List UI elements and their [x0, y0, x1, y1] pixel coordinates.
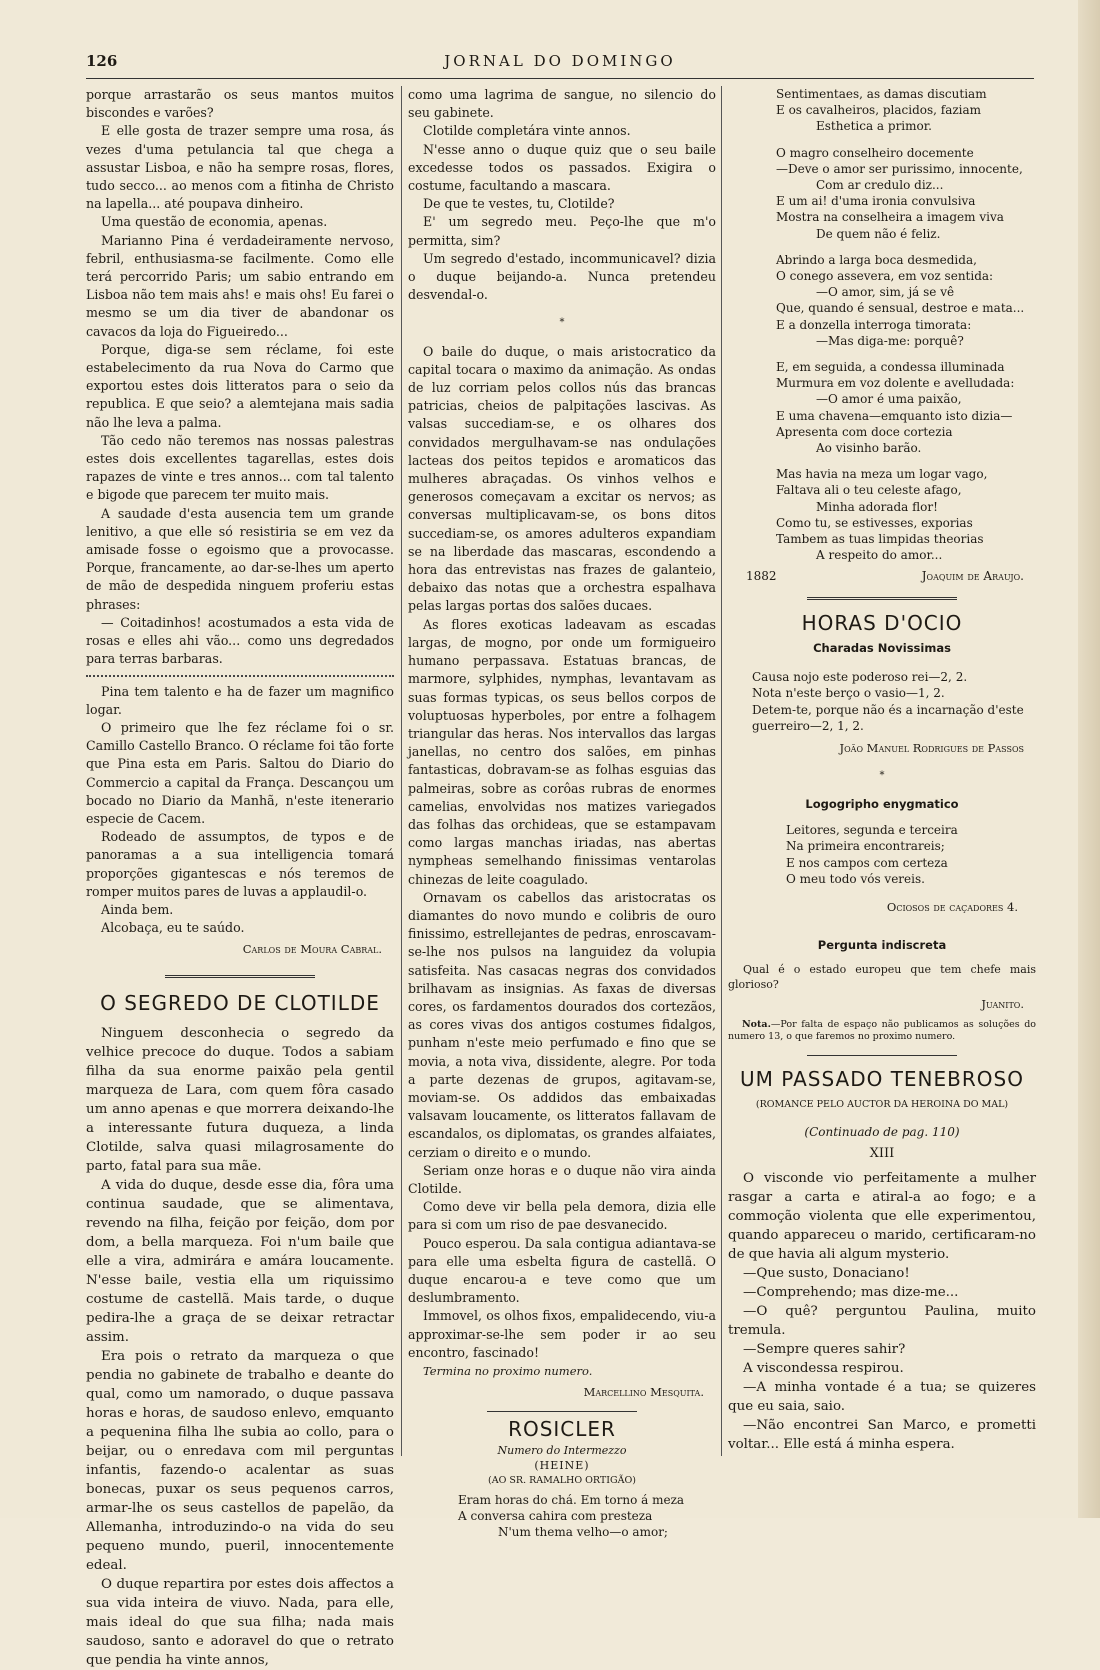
poem-line: E, em seguida, a condessa illuminada	[776, 360, 1005, 375]
paragraph: Pouco esperou. Da sala contigua adiantava-se para elle uma esbelta figura de castellã. O duque encarou-a e teve como que um deslumbramento.	[408, 1235, 716, 1306]
paragraph: N'esse anno o duque quiz que o seu baile excedesse todos os passados. Exigira o costume, facultando a mascara.	[408, 141, 716, 194]
paragraph: A saudade d'esta ausencia tem um grande lenitivo, a que elle só resistiria se em vez da amisade fosse o egoismo que a provocasse. Porque, francamente, ao dar-se-lhes um aperto de mão de despedida ninguem proferiu estas phrases:	[86, 505, 394, 612]
paragraph: Como deve vir bella pela demora, dizia elle para si com um riso de pae desvanecido.	[408, 1199, 716, 1233]
poem-line: Apresenta com doce cortezia	[776, 424, 953, 439]
asterisk-separator: *	[879, 770, 885, 782]
paragraph: Porque, diga-se sem réclame, foi este estabelecimento da rua Nova do Carmo que exportou estes dois litteratos para o seio da republica. E que seio? a alemtejana mais sadia não lhe leva a palma.	[86, 341, 394, 430]
charadas-title: Charadas Novissimas	[813, 640, 951, 655]
section-separator	[807, 597, 957, 600]
paragraph: Tão cedo não teremos nas nossas palestras estes dois excellentes tagarellas, estes dois rapazes de vinte e tres annos... com tal talento e bigode que parecem ter muito mais.	[86, 432, 394, 503]
poem-line: N'um thema velho—o amor;	[498, 1525, 668, 1540]
section-title: HORAS D'OCIO	[801, 611, 963, 636]
chronicle-paragraphs-a	[86, 86, 394, 669]
poem-line: Minha adorada flor!	[816, 499, 938, 514]
poem-line: O conego assevera, em voz sentida:	[776, 269, 994, 284]
note-text: —Por falta de espaço não publicamos as soluções do numero 13, o que faremos no proximo numero.	[728, 1019, 1036, 1043]
editorial-note	[728, 1019, 1036, 1043]
poem-line: —Mas diga-me: porquê?	[816, 333, 964, 348]
poem-stanza	[776, 466, 1036, 563]
paragraph: Rodeado de assumptos, de typos e de panoramas a a sua intelligencia tomará proporções gigantescas e nós teremos de romper muitos pares de luvas a applaudil-o.	[86, 829, 394, 899]
section-separator	[165, 975, 315, 978]
poem-line: A conversa cahira com presteza	[458, 1508, 653, 1523]
poem-line: —Deve o amor ser purissimo, innocente,	[776, 161, 1023, 176]
to-be-continued-note: Termina no proximo numero.	[423, 1364, 593, 1379]
chronicle-signature: Carlos de Moura Cabral.	[242, 942, 382, 957]
poem-line: Mostra na conselheira a imagem viva	[776, 210, 1004, 225]
poem-line: —O amor é uma paixão,	[816, 392, 962, 407]
pergunta-signature: Juanito.	[981, 996, 1024, 1011]
paragraph: O baile do duque, o mais aristocratico da capital tocara o maximo da animação. As ondas de luz corriam pelos collos nús das brancas patricias, cheios de palpitações lascivas. As valsas succediam-se, e os olhares dos convidados mergulhavam-se nas ondulações lacteas dos peitos tepidos e aromaticos das mulheres abraçadas. Os vinhos velhos e generosos começavam a excitar os nervos; as conversas multiplicavam-se, os bons ditos succediam-se, os amores adulteros expandiam se na liberdade das mascaras, escondendo a hora das entrevistas nas frazes de galanteio, debaixo das notas que a orchestra espalhava pelas largas portas dos salões ducaes.	[408, 343, 716, 614]
poem-line: —O amor, sim, já se vê	[816, 285, 955, 300]
poem-line: De quem não é feliz.	[816, 226, 941, 241]
paragraph: Pina tem talento e ha de fazer um magnifico logar.	[86, 683, 394, 717]
story-title: O SEGREDO DE CLOTILDE	[100, 990, 380, 1015]
poem-line: Esthetica a primor.	[816, 119, 932, 134]
verse-line: Na primeira encontrareis;	[786, 839, 945, 853]
section-separator	[807, 1055, 957, 1056]
logogripho-signature: Ociosos de caçadores 4.	[886, 899, 1018, 914]
paragraph: —Comprehendo; mas dize-me...	[743, 1284, 959, 1300]
pergunta-text: Qual é o estado europeu que tem chefe mais glorioso?	[728, 962, 1036, 991]
poem-author: (HEINE)	[534, 1458, 590, 1472]
poem-line: Ao visinho barão.	[816, 441, 922, 456]
asterisk-separator: *	[559, 317, 565, 329]
page-number: 126	[86, 52, 118, 70]
paragraph: Era pois o retrato da marqueza o que pendia no gabinete de trabalho e deante do qual, como um namorado, o duque passava horas e horas, de saudoso enlevo, emquanto a pequenina filha lhe subia ao collo, para o beijar, ou o enredava com mil perguntas infantis, fazendo-o acalentar as suas bonecas, puxar os seus pequenos carros, armar-lhe os seus castellos de papelão, da Allemanha, introduzindo-o na vida do seu pequeno mundo, pueril, innocentemente edeal.	[86, 1348, 394, 1573]
paragraph: Clotilde completára vinte annos.	[423, 123, 631, 139]
verse-line: E nos campos com certeza	[786, 855, 948, 870]
story-continuation-b	[408, 343, 716, 1362]
serial-title: UM PASSADO TENEBROSO	[740, 1067, 1024, 1092]
note-label: Nota.	[742, 1019, 771, 1031]
paragraph: E' um segredo meu. Peço-lhe que m'o permitta, sim?	[408, 214, 716, 248]
chronicle-paragraphs-b	[86, 683, 394, 938]
poem-line: E uma chavena—emquanto isto dizia—	[776, 408, 1013, 423]
poem-opening-stanza	[458, 1492, 716, 1541]
paragraph: como uma lagrima de sangue, no silencio do seu gabinete.	[408, 87, 716, 121]
story-continuation-a	[408, 86, 716, 304]
poem-line: Murmura em voz dolente e avelludada:	[776, 376, 1015, 391]
poem-dedication: (AO SR. RAMALHO ORTIGÃO)	[488, 1474, 636, 1486]
section-separator	[487, 1411, 637, 1412]
paragraph: Um segredo d'estado, incommunicavel? dizia o duque beijando-a. Nunca pretendeu desvendal-o.	[408, 250, 716, 303]
poem-line: Com ar credulo diz...	[816, 178, 944, 193]
serial-paragraphs	[728, 1169, 1036, 1454]
column-2	[408, 86, 716, 1540]
logogripho-title: Logogripho enygmatico	[805, 797, 959, 812]
verse-line: Leitores, segunda e terceira	[786, 822, 958, 837]
column-3	[728, 86, 1036, 1454]
poem-stanza	[776, 359, 1036, 456]
paragraph: —O quê? perguntou Paulina, muito tremula.	[728, 1303, 1036, 1338]
charadas-list	[752, 669, 1036, 735]
poem-line: E um ai! d'uma ironia convulsiva	[776, 194, 976, 209]
poem-line: E os cavalheiros, placidos, faziam	[776, 103, 982, 118]
poem-signature-row	[728, 567, 1036, 587]
paragraph: O duque repartira por estes dois affectos a sua vida inteira de viuvo. Nada, para elle, mais ideal do que sua filha; nada mais saudoso, santo e adoravel do que o retrato que pendia ha vinte annos,	[86, 1576, 394, 1668]
poem-signature: Joaquim de Araujo.	[921, 569, 1024, 584]
header-rule	[86, 78, 1034, 79]
story-paragraphs	[86, 1024, 394, 1670]
verse-line: O meu todo vós vereis.	[786, 872, 925, 886]
poem-line: O magro conselheiro docemente	[776, 145, 974, 160]
charadas-signature: João Manuel Rodrigues de Passos	[839, 740, 1024, 755]
paragraph: Alcobaça, eu te saúdo.	[101, 920, 245, 936]
poem-stanza	[776, 252, 1036, 349]
paragraph: O visconde vio perfeitamente a mulher rasgar a carta e atiral-a ao fogo; e a commoção violenta que elle experimentou, quando appareceu o marido, certificaram-no de que havia ali algum mysterio.	[728, 1170, 1036, 1262]
column-divider-2	[721, 86, 722, 1456]
paragraph: E elle gosta de trazer sempre uma rosa, ás vezes d'uma petulancia tal que chega a assustar Lisboa, e não ha sempre rosas, flores, tudo secco... ao menos com a fitinha de Christo na lapella... até poupava dinheiro.	[86, 123, 394, 212]
charade-item: Nota n'este berço o vasio—1, 2.	[752, 686, 945, 701]
paragraph: — Coitadinhos! acostumados a esta vida de rosas e elles ahi vão... como uns degredados para terras barbaras.	[86, 614, 394, 667]
paragraph: Marianno Pina é verdadeiramente nervoso, febril, enthusiasma-se facilmente. Como elle terá percorrido Paris; um sabio entrando em Lisboa não tem mais ahs! e mais ohs! Eu farei o mesmo se um dia tiver de abandonar os cavacos da loja do Figueiredo...	[86, 232, 394, 339]
dotted-separator	[86, 675, 394, 677]
paragraph: As flores exoticas ladeavam as escadas largas, de mogno, por onde um formigueiro humano perpassava. Estatuas brancas, de marmore, sylphides, nymphas, levantavam as suas formas typicas, os seus bellos corpos de voluptuosas hyperboles, por entre a folhagem triangular das heras. Nos intervallos das largas janellas, no centro dos salões, em pinhas fantasticas, dobravam-se as folhas esguias das palmeiras, sobre as corôas rubras de enormes camelias, envolvidas nos matizes variegados das folhas das orchideas, que se estampavam como largas manchas iriadas, nas abertas nympheas semelhando finissimas ventarolas chinezas de leite coagulado.	[408, 616, 716, 887]
poem-line: Que, quando é sensual, destroe e mata...	[776, 301, 1025, 316]
poem-continuation	[776, 86, 1036, 563]
poem-subtitle: Numero do Intermezzo	[497, 1443, 627, 1457]
paragraph: De que te vestes, tu, Clotilde?	[423, 196, 615, 212]
journal-title: JORNAL DO DOMINGO	[444, 52, 676, 70]
poem-title: ROSICLER	[508, 1417, 616, 1442]
column-divider-1	[401, 86, 402, 1456]
paragraph: Immovel, os olhos fixos, empalidecendo, viu-a approximar-se-lhe sem poder ir ao seu encontro, fascinado!	[408, 1308, 716, 1360]
poem-stanza	[776, 86, 1036, 135]
paragraph: Ainda bem.	[101, 901, 174, 917]
poem-line: Mas havia na meza um logar vago,	[776, 467, 988, 482]
paragraph: Ornavam os cabellos das aristocratas os diamantes do novo mundo e colibris de ouro finissimo, estrellejantes de pedras, enroscavam-se-lhe nos pulsos na languidez da volupia satisfeita. Nas casacas negras dos convidados brilhavam as insignias. As faxas de diversas cores, os fardamentos dourados dos cortezãos, as cores vivas dos antigos costumes fidalgos, punham n'este meio perfumado e fino que se movia, a nota viva, dissidente, alegre. Por toda a parte dezenas de grupos, agitavam-se, moviam-se. Os addidos das embaixadas valsavam loucamente, os litteratos fallavam de escandalos, os diplomatas, os grandes alfaiates, cerziam o direito e o mundo.	[408, 889, 716, 1160]
paragraph: —Que susto, Donaciano!	[743, 1265, 910, 1281]
page-binding-edge	[1078, 0, 1100, 1518]
paragraph: —Não encontrei San Marco, e prometti voltar... Elle está á minha espera.	[728, 1417, 1036, 1452]
pergunta-title: Pergunta indiscreta	[817, 937, 947, 952]
poem-stanza	[776, 145, 1036, 242]
chapter-number: XIII	[869, 1145, 895, 1161]
serial-continuation: (Continuado de pag. 110)	[804, 1124, 960, 1139]
poem-line: Sentimentaes, as damas discutiam	[776, 87, 987, 101]
paragraph: A viscondessa respirou.	[743, 1360, 904, 1376]
paragraph: —A minha vontade é a tua; se quizeres que eu saia, saio.	[728, 1379, 1036, 1414]
poem-line: Como tu, se estivesses, exporias	[776, 515, 973, 530]
poem-line: A respeito do amor...	[816, 548, 943, 563]
paragraph: A vida do duque, desde esse dia, fôra uma continua saudade, que se alimentava, revendo na filha, feição por feição, dom por dom, a bella marqueza. Foi n'um baile que elle a vira, admirára e amára loucamente. N'esse baile, vestia ella um riquissimo costume de castellã. Mais tarde, o duque pedira-lhe a graça de se deixar retractar assim.	[86, 1177, 394, 1345]
poem-line: Faltava ali o teu celeste afago,	[776, 483, 962, 498]
paragraph: Ninguem desconhecia o segredo da velhice precoce do duque. Todos a sabiam filha da sua enorme paixão pela gentil marqueza de Lara, com quem fôra casado um anno apenas e que morrera deixando-lhe a interessante futura duqueza, a linda Clotilde, salva quasi milagrosamente do parto, fatal para sua mãe.	[86, 1025, 394, 1174]
paragraph: O primeiro que lhe fez réclame foi o sr. Camillo Castello Branco. O réclame foi tão forte que Pina esta em Paris. Saltou do Diario do Commercio a capital da França. Descançou um bocado no Diario da Manhã, n'este itenerario especie de Cacem.	[86, 719, 394, 826]
poem-line: Tambem as tuas limpidas theorias	[776, 532, 984, 547]
serial-subtitle: (ROMANCE PELO AUCTOR DA HEROINA DO MAL)	[755, 1099, 1009, 1111]
poem-line: Abrindo a larga boca desmedida,	[776, 252, 977, 267]
poem-line: E a donzella interroga timorata:	[776, 317, 972, 332]
story-signature: Marcellino Mesquita.	[583, 1385, 704, 1400]
charade-item: Detem-te, porque não és a incarnação d'este guerreiro—2, 1, 2.	[752, 702, 1024, 734]
charade-item: Causa nojo este poderoso rei—2, 2.	[752, 669, 968, 684]
column-1	[86, 86, 394, 1670]
poem-year: 1882	[746, 569, 777, 584]
paragraph: —Sempre queres sahir?	[743, 1341, 906, 1357]
page-header	[86, 52, 1034, 80]
paragraph: Seriam onze horas e o duque não vira ainda Clotilde.	[408, 1162, 716, 1196]
paragraph: Uma questão de economia, apenas.	[101, 214, 328, 230]
paragraph: porque arrastarão os seus mantos muitos biscondes e varões?	[86, 87, 394, 121]
logogripho-verse	[786, 822, 1036, 888]
poem-line: Eram horas do chá. Em torno á meza	[458, 1492, 685, 1507]
